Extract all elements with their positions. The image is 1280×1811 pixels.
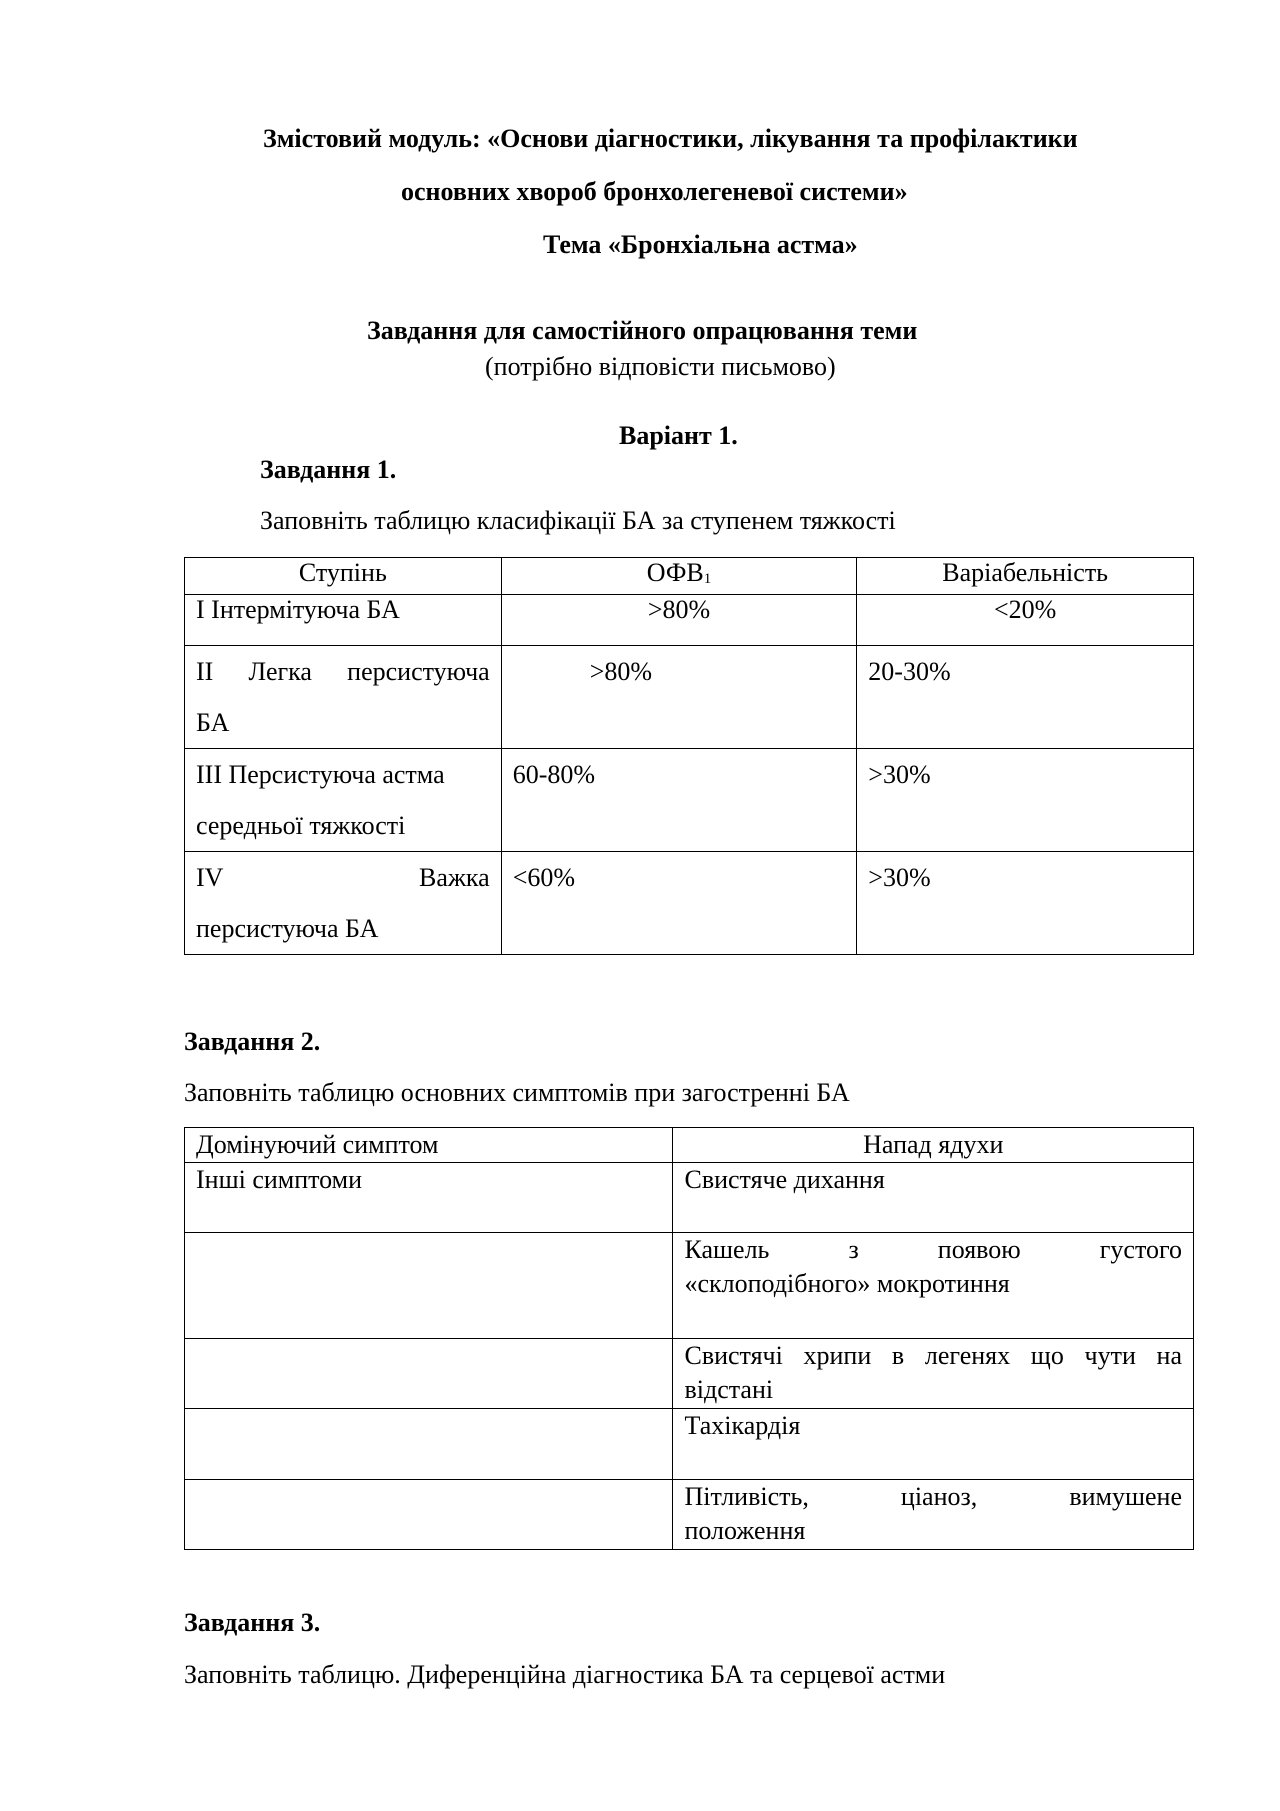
variant-title: Варіант 1. — [619, 421, 738, 450]
task3-title: Завдання 3. — [184, 1608, 321, 1637]
table-row — [185, 1339, 1194, 1409]
header-degree: Ступінь — [185, 558, 502, 595]
task1-title: Завдання 1. — [260, 455, 397, 484]
table-row — [185, 1409, 1194, 1480]
cell-variability: >30% — [857, 749, 1194, 852]
header-variability: Варіабельність — [857, 558, 1194, 595]
assignment-title: Завдання для самостійного опрацювання теми — [367, 316, 918, 345]
severity-classification-table — [184, 557, 1194, 955]
assignment-note: (потрібно відповісти письмово) — [485, 352, 836, 381]
header-asthma-attack: Напад ядухи — [673, 1128, 1194, 1163]
cell-fev: >80% — [501, 595, 857, 646]
table-row — [185, 1233, 1194, 1339]
table-row — [185, 749, 1194, 852]
header-fev1: $ОФВ_1$ — [501, 558, 857, 595]
cell-col1 — [185, 1339, 673, 1409]
cell-degree: ІІ Легка персистуюча БА — [185, 646, 502, 749]
cell-degree: IV Важка персистуюча БА — [185, 852, 502, 955]
exacerbation-symptoms-table — [184, 1127, 1194, 1550]
cell-fev: >80% — [501, 646, 857, 749]
cell-col2: Пітливість, ціаноз, вимушене положення — [673, 1480, 1194, 1550]
table-row — [185, 852, 1194, 955]
topic-title: Тема «Бронхіальна астма» — [543, 230, 858, 259]
table-row — [185, 1163, 1194, 1233]
cell-col2: Свистячі хрипи в легенях що чути на відстані — [673, 1339, 1194, 1409]
module-title-line2: основних хвороб бронхолегеневої системи» — [401, 177, 908, 206]
cell-degree: І Інтермітуюча БА — [185, 595, 502, 646]
cell-variability: 20-30% — [857, 646, 1194, 749]
cell-col1 — [185, 1480, 673, 1550]
cell-variability: <20% — [857, 595, 1194, 646]
cell-col2: Свистяче дихання — [673, 1163, 1194, 1233]
table-row — [185, 646, 1194, 749]
table-row — [185, 1480, 1194, 1550]
cell-col1 — [185, 1409, 673, 1480]
table-header-row — [185, 1128, 1194, 1163]
task2-title: Завдання 2. — [184, 1027, 321, 1056]
cell-col1 — [185, 1233, 673, 1339]
task2-description: Заповніть таблицю основних симптомів при загостренні БА — [184, 1078, 850, 1107]
table-row — [185, 595, 1194, 646]
cell-col2: Тахікардія — [673, 1409, 1194, 1480]
header-dominant-symptom: Домінуючий симптом — [185, 1128, 673, 1163]
table-header-row — [185, 558, 1194, 595]
cell-degree: ІІІ Персистуюча астма середньої тяжкості — [185, 749, 502, 852]
cell-variability: >30% — [857, 852, 1194, 955]
cell-col2: Кашель з появою густого «склоподібного» мокротиння — [673, 1233, 1194, 1339]
cell-fev: <60% — [501, 852, 857, 955]
task3-description: Заповніть таблицю. Диференційна діагностика БА та серцевої астми — [184, 1660, 946, 1689]
cell-col1: Інші симптоми — [185, 1163, 673, 1233]
cell-fev: 60-80% — [501, 749, 857, 852]
module-title-line1: Змістовий модуль: «Основи діагностики, лікування та профілактики — [263, 124, 1078, 153]
task1-description: Заповніть таблицю класифікації БА за ступенем тяжкості — [260, 506, 896, 535]
